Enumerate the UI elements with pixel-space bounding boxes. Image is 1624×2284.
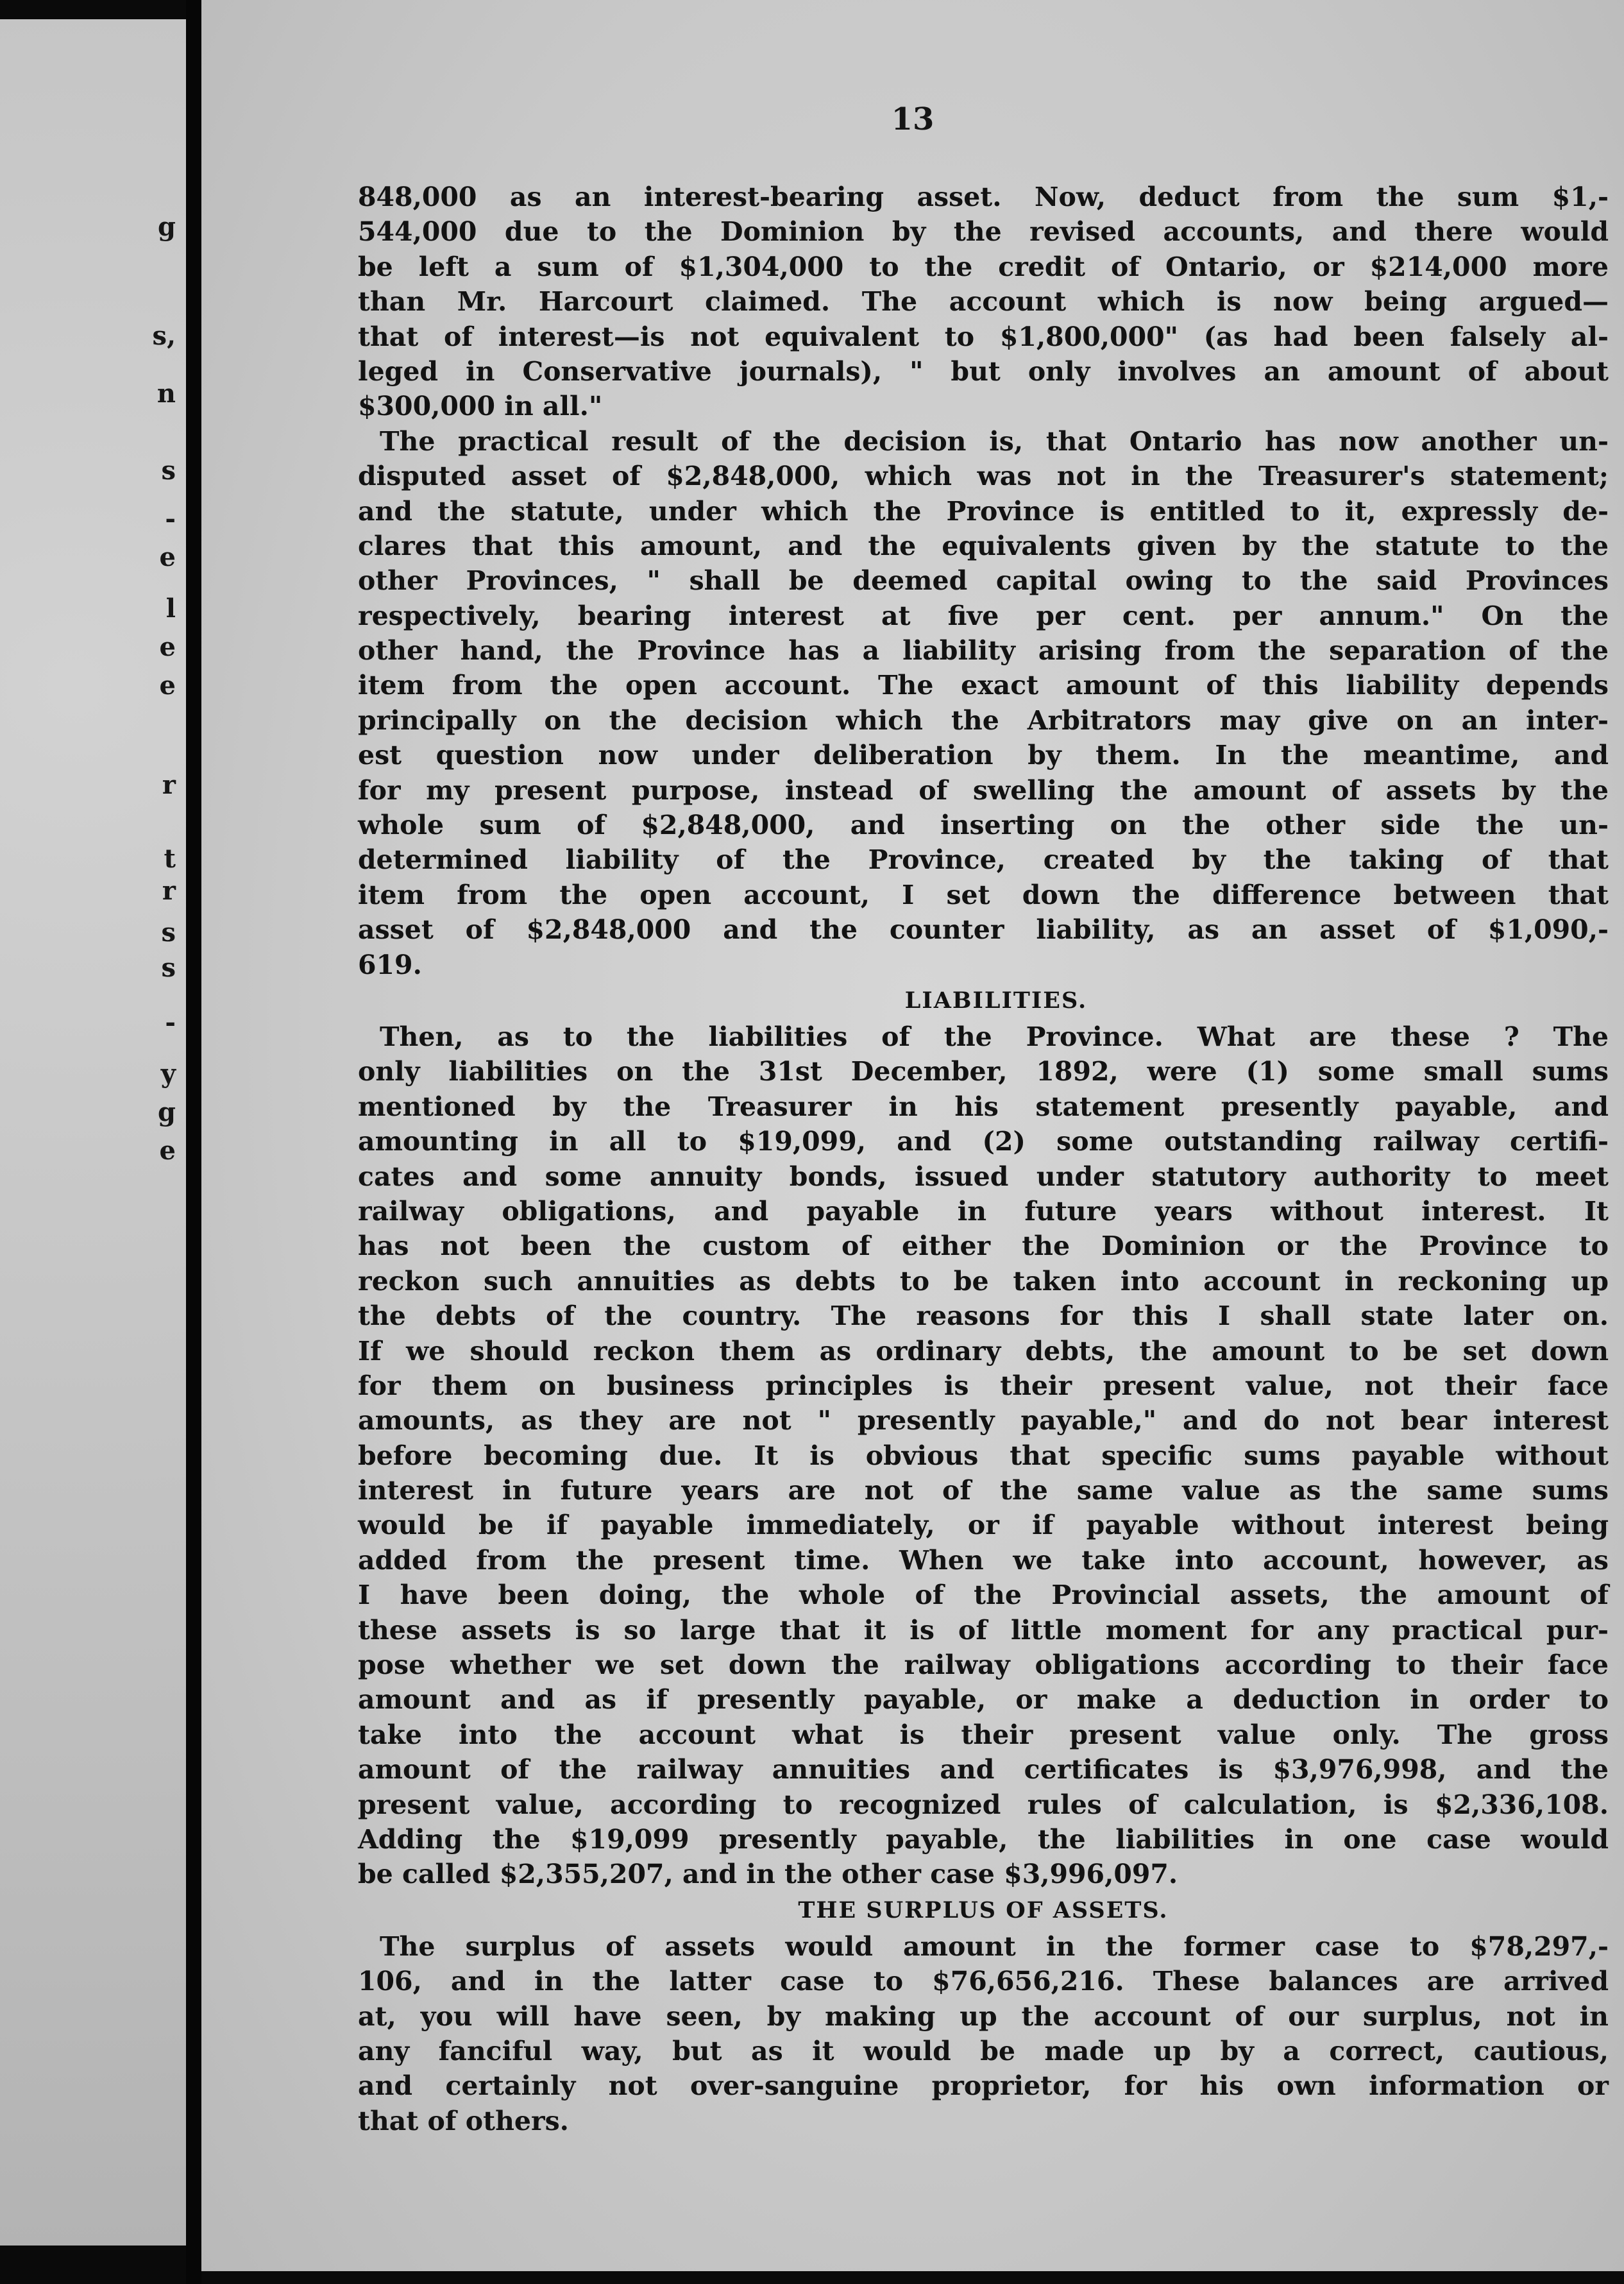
text-line: and the statute, under which the Province is entitled to it, expressly de- — [358, 495, 1609, 527]
text-line: the debts of the country. The reasons for this I shall state later on. — [358, 1300, 1609, 1332]
text-line: amounting in all to $19,099, and (2) some outstanding railway certifi- — [358, 1126, 1609, 1157]
text-line: clares that this amount, and the equivalents given by the statute to the — [358, 530, 1609, 561]
text-line: these assets is so large that it is of little moment for any practical pur- — [358, 1614, 1609, 1646]
left-page-fragment: y — [160, 1059, 176, 1089]
left-page-fragment: s — [161, 953, 176, 983]
text-line: any fanciful way, but as it would be made up by a correct, cautious, — [358, 2035, 1609, 2067]
text-line: other Provinces, " shall be deemed capital owing to the said Provinces — [358, 565, 1609, 597]
text-line: Then, as to the liabilities of the Province. What are these ? The — [380, 1021, 1609, 1052]
right-page — [201, 0, 1624, 2271]
text-line: cates and some annuity bonds, issued under statutory authority to meet — [358, 1161, 1609, 1192]
text-line: that of interest—is not equivalent to $1,800,000" (as had been falsely al- — [358, 321, 1609, 352]
left-page-fragment: e — [159, 670, 176, 701]
book-gutter — [186, 0, 201, 2284]
text-line: determined liability of the Province, created by the taking of that — [358, 844, 1609, 876]
text-line: whole sum of $2,848,000, and inserting on the other side the un- — [358, 810, 1609, 841]
text-line: interest in future years are not of the same value as the same sums — [358, 1475, 1609, 1506]
text-line: for them on business principles is their present value, not their face — [358, 1370, 1609, 1401]
text-line: present value, according to recognized rules of calculation, is $2,336,108. — [358, 1789, 1609, 1820]
text-line: $300,000 in all." — [358, 391, 603, 422]
text-line: 848,000 as an interest-bearing asset. Now, deduct from the sum $1,- — [358, 182, 1609, 212]
text-line: than Mr. Harcourt claimed. The account which is now being argued— — [358, 286, 1609, 318]
text-line: pose whether we set down the railway obligations according to their face — [358, 1649, 1609, 1681]
left-page-fragment: l — [165, 593, 176, 624]
text-line: amounts, as they are not " presently payable," and do not bear interest — [358, 1405, 1609, 1436]
text-line: The practical result of the decision is, that Ontario has now another un- — [380, 425, 1609, 457]
text-line: I have been doing, the whole of the Provincial assets, the amount of — [358, 1580, 1609, 1611]
left-page-fragment: - — [165, 504, 176, 534]
text-line: principally on the decision which the Arbitrators may give on an inter- — [358, 704, 1609, 736]
left-page-fragment: n — [156, 379, 176, 409]
left-page-fragment: r — [162, 770, 176, 800]
text-line: item from the open account. The exact amount of this liability depends — [358, 670, 1609, 701]
text-line: asset of $2,848,000 and the counter liability, as an asset of $1,090,- — [358, 914, 1609, 946]
text-line: take into the account what is their present value only. The gross — [358, 1719, 1609, 1750]
text-line: The surplus of assets would amount in the former case to $78,297,- — [380, 1930, 1609, 1962]
text-line: 544,000 due to the Dominion by the revised accounts, and there would — [358, 216, 1609, 248]
left-page-fragment: - — [165, 1007, 176, 1037]
text-line: If we should reckon them as ordinary debts, the amount to be set down — [358, 1335, 1609, 1367]
section-heading: LIABILITIES. — [904, 987, 1088, 1014]
left-page-fragment: s — [161, 456, 176, 486]
text-line: leged in Conservative journals), " but only involves an amount of about — [358, 355, 1609, 387]
text-line: has not been the custom of either the Dominion or the Province to — [358, 1231, 1609, 1262]
left-page-fragment: s, — [152, 321, 176, 351]
left-page-fragment: s — [161, 917, 176, 948]
text-line: that of others. — [358, 2105, 569, 2136]
text-line: amount and as if presently payable, or make a deduction in order to — [358, 1684, 1609, 1716]
text-line: est question now under deliberation by them. In the meantime, and — [358, 740, 1609, 771]
left-page-fragment: g — [158, 1097, 176, 1127]
text-line: be called $2,355,207, and in the other case $3,996,097. — [358, 1859, 1178, 1890]
text-line: be left a sum of $1,304,000 to the credit of Ontario, or $214,000 more — [358, 251, 1609, 282]
text-line: and certainly not over-sanguine proprietor, for his own information or — [358, 2070, 1609, 2102]
text-line: at, you will have seen, by making up the account of our surplus, not in — [358, 2000, 1609, 2032]
text-line: 106, and in the latter case to $76,656,216. These balances are arrived — [358, 1966, 1609, 1997]
text-line: mentioned by the Treasurer in his statement presently payable, and — [358, 1091, 1609, 1122]
text-line: 619. — [358, 949, 422, 980]
text-line: added from the present time. When we take into account, however, as — [358, 1544, 1609, 1576]
left-page-fragment: e — [159, 542, 176, 572]
left-page-edge — [0, 19, 186, 2246]
text-line: railway obligations, and payable in future years without interest. It — [358, 1195, 1609, 1227]
text-line: other hand, the Province has a liability arising from the separation of the — [358, 635, 1609, 667]
left-page-fragment: r — [162, 876, 176, 906]
page-number: 13 — [891, 101, 935, 137]
left-page-fragment: t — [164, 844, 176, 874]
section-heading: THE SURPLUS OF ASSETS. — [798, 1896, 1169, 1923]
body-text — [358, 180, 1609, 2138]
text-line: amount of the railway annuities and certificates is $3,976,998, and the — [358, 1754, 1609, 1785]
text-line: respectively, bearing interest at five per cent. per annum." On the — [358, 600, 1609, 631]
text-line: item from the open account, I set down the difference between that — [358, 879, 1609, 910]
text-line: reckon such annuities as debts to be taken into account in reckoning up — [358, 1265, 1609, 1297]
text-line: would be if payable immediately, or if payable without interest being — [358, 1510, 1609, 1541]
text-line: only liabilities on the 31st December, 1892, were (1) some small sums — [358, 1056, 1609, 1087]
text-line: before becoming due. It is obvious that specific sums payable without — [358, 1440, 1609, 1471]
left-page-fragment: g — [158, 212, 176, 242]
left-page-fragment: e — [159, 632, 176, 662]
left-page-fragment: e — [159, 1136, 176, 1166]
text-line: disputed asset of $2,848,000, which was not in the Treasurer's statement; — [358, 461, 1609, 492]
text-line: Adding the $19,099 presently payable, the liabilities in one case would — [358, 1823, 1609, 1855]
text-line: for my present purpose, instead of swelling the amount of assets by the — [358, 774, 1609, 806]
